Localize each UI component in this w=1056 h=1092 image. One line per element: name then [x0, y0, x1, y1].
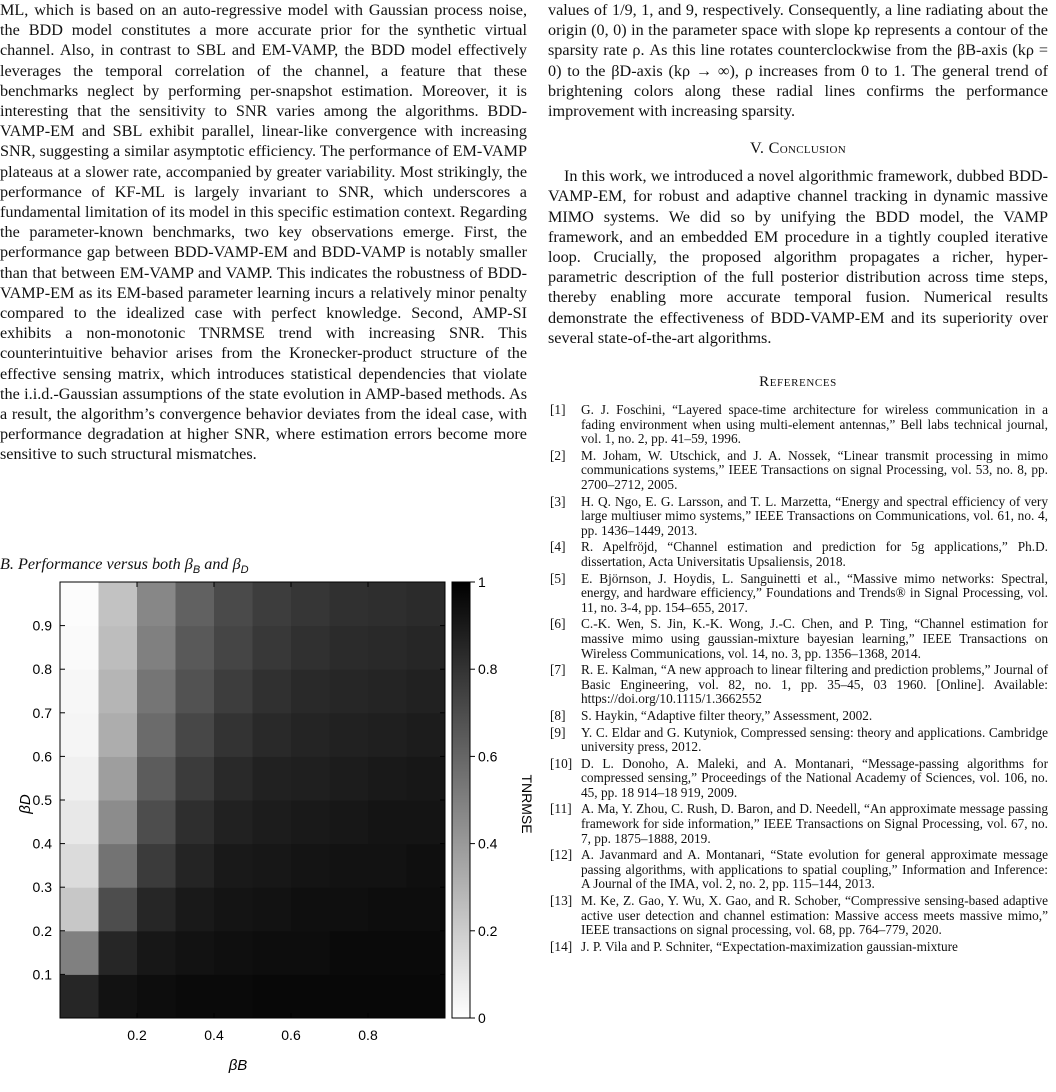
heatmap-cell: [368, 582, 407, 626]
heatmap-cell: [407, 974, 446, 1018]
heatmap-cell: [291, 974, 330, 1018]
heatmap-cell: [214, 800, 253, 844]
reference-number: [14]: [550, 938, 573, 954]
heatmap-cell: [214, 582, 253, 626]
reference-item: [548, 726, 1048, 755]
heatmap-cell: [99, 669, 138, 713]
heatmap-cell: [330, 931, 369, 975]
heatmap-cell: [291, 582, 330, 626]
heatmap-cell: [291, 756, 330, 800]
heatmap-cell: [330, 887, 369, 931]
heatmap-cell: [368, 800, 407, 844]
conclusion-paragraph: In this work, we introduced a novel algorithmic framework, dubbed BDD-VAMP-EM, for robust and adaptive channel tracking in dynamic massive MIMO systems. We did so by unifying the BDD model, the VAMP framework, and an embedded EM procedure in a tightly coupled iterative loop. Crucially, the proposed algorithm propagates a richer, hyper-parametric description of the full posterior distribution across time steps, thereby enabling more accurate temporal fusion. Numerical results demonstrate the effectiveness of BDD-VAMP-EM and its superiority over several state-of-the-art algorithms.: [548, 167, 1048, 347]
reference-item: [548, 572, 1048, 616]
heatmap-cell: [368, 713, 407, 757]
reference-item: [548, 894, 1048, 938]
heatmap-cell: [291, 931, 330, 975]
results-paragraph: ML, which is based on an auto-regressive model with Gaussian process noise, the BDD model constitutes a more accurate prior for the synthetic virtual channel. Also, in contrast to SBL and EM-VAMP, the BDD model effectively leverages the temporal correlation of the channel, a feature that these benchmarks neglect by performing per-snapshot estimation. Moreover, it is interesting that the sensitivity to SNR varies among the algorithms. BDD-VAMP-EM and SBL exhibit parallel, linear-like convergence with increasing SNR, suggesting a similar asymptotic efficiency. The performance of EM-VAMP plateaus at a slower rate, accompanied by greater variability. Most strikingly, the performance of KF-ML is largely invariant to SNR, which underscores a fundamental limitation of its model in this specific estimation context. Regarding the parameter-known benchmarks, two key observations emerge. First, the performance gap between BDD-VAMP-EM and BDD-VAMP is notably smaller than that between EM-VAMP and VAMP. This indicates the robustness of BDD-VAMP-EM as its EM-based parameter learning incurs a relatively minor penalty compared to the idealized case with perfect knowledge. Second, AMP-SI exhibits a non-monotonic TNRMSE trend with increasing SNR. This counterintuitive behavior arises from the Kronecker-product structure of the effective sensing matrix, which introduces statistical dependencies that violate the i.i.d.-Gaussian assumptions of the state evolution in AMP-based methods. As a result, the algorithm’s convergence behavior deviates from the ideal case, with performance degradation at higher SNR, where estimation errors become more sensitive to such structural mismatches.: [0, 1, 527, 464]
reference-text: M. Ke, Z. Gao, Y. Wu, X. Gao, and R. Schober, “Compressive sensing-based adaptive active user detection and channel estimation: Massive access meets massive mimo,” IEEE transactions on signal processing, vol. 68, pp. 764–779, 2020.: [581, 893, 1048, 938]
reference-item: [548, 403, 1048, 447]
reference-number: [2]: [550, 447, 566, 463]
heatmap-cell: [99, 974, 138, 1018]
reference-text: J. P. Vila and P. Schniter, “Expectation-maximization gaussian-mixture: [581, 938, 958, 954]
reference-number: [4]: [550, 539, 566, 555]
heatmap-cell: [214, 887, 253, 931]
heatmap-cell: [137, 844, 176, 888]
heatmap-cell: [176, 582, 215, 626]
reference-item: [548, 940, 1048, 955]
x-tick-label: 0.8: [358, 1027, 378, 1043]
heatmap-cells: [60, 582, 446, 1019]
heatmap-cell: [137, 800, 176, 844]
reference-number: [8]: [550, 707, 566, 723]
heatmap-cell: [99, 887, 138, 931]
x-tick-label: 0.4: [204, 1027, 224, 1043]
y-tick-label: 0.5: [32, 792, 52, 808]
heatmap-cell: [291, 713, 330, 757]
heatmap-cell: [214, 713, 253, 757]
heatmap-cell: [407, 800, 446, 844]
heatmap-cell: [407, 756, 446, 800]
reference-item: [548, 540, 1048, 569]
reference-item: [548, 663, 1048, 707]
heatmap-cell: [60, 800, 99, 844]
colorbar-tick-label: 0.2: [478, 922, 498, 939]
reference-item: [548, 757, 1048, 801]
heatmap-cell: [407, 844, 446, 888]
heatmap-cell: [291, 800, 330, 844]
right-column: [548, 0, 1048, 956]
heatmap-cell: [60, 626, 99, 670]
heatmap-cell: [291, 669, 330, 713]
reference-item: [548, 848, 1048, 892]
heatmap-cell: [368, 844, 407, 888]
x-tick-label: 0.6: [281, 1027, 301, 1043]
colorbar-tick-label: 0.8: [478, 661, 498, 678]
heatmap-cell: [214, 756, 253, 800]
heatmap-cell: [60, 756, 99, 800]
heatmap-cell: [291, 887, 330, 931]
heatmap-cell: [368, 756, 407, 800]
reference-list: [548, 403, 1048, 954]
colorbar-label: TNRMSE: [519, 774, 535, 834]
y-axis-label: βD: [17, 794, 34, 814]
heatmap-cell: [176, 669, 215, 713]
reference-text: Y. C. Eldar and G. Kutyniok, Compressed sensing: theory and applications. Cambridge university press, 2012.: [581, 724, 1048, 755]
heatmap-cell: [214, 974, 253, 1018]
heatmap-cell: [214, 669, 253, 713]
y-tick-label: 0.9: [32, 617, 52, 634]
heatmap-cell: [137, 626, 176, 670]
y-tick-label: 0.4: [32, 835, 52, 852]
reference-number: [12]: [550, 847, 573, 863]
reference-item: [548, 709, 1048, 724]
heatmap-cell: [60, 713, 99, 757]
colorbar-tick-label: 0.6: [478, 748, 498, 765]
reference-number: [11]: [550, 801, 572, 817]
reference-item: [548, 495, 1048, 539]
section-heading: V. Conclusion: [750, 139, 846, 158]
y-tick-label: 0.3: [32, 879, 52, 896]
heatmap-cell: [99, 800, 138, 844]
heatmap-cell: [99, 713, 138, 757]
reference-text: A. Ma, Y. Zhou, C. Rush, D. Baron, and D. Needell, “An approximate message passing framework for side information,” IEEE Transactions on Signal Processing, vol. 67, no. 7, pp. 1875–1888, 2019.: [581, 801, 1048, 846]
y-tick-label: 0.8: [32, 661, 52, 678]
heatmap-cell: [99, 844, 138, 888]
subsection-heading: B. Performance versus both $\beta_B$ and $\beta_D$: [0, 555, 249, 577]
heatmap-cell: [253, 800, 292, 844]
x-tick-label: 0.2: [127, 1027, 147, 1043]
heatmap-cell: [176, 626, 215, 670]
heatmap-cell: [137, 974, 176, 1018]
heatmap-cell: [407, 931, 446, 975]
reference-number: [13]: [550, 893, 573, 909]
heatmap-cell: [253, 931, 292, 975]
heatmap-cell: [407, 887, 446, 931]
heatmap-cell: [330, 713, 369, 757]
heatmap-cell: [368, 931, 407, 975]
y-tick-label: 0.2: [32, 922, 52, 939]
heatmap-cell: [60, 931, 99, 975]
reference-text: D. L. Donoho, A. Maleki, and A. Montanari, “Message-passing algorithms for compressed sensing,” Proceedings of the National Academy of Sciences, vol. 106, no. 45, pp. 18 914–18 919, 2009.: [581, 755, 1048, 800]
reference-text: S. Haykin, “Adaptive filter theory,” Assessment, 2002.: [581, 707, 873, 723]
x-axis-label: βB: [228, 1057, 248, 1074]
heatmap-cell: [407, 713, 446, 757]
heatmap-cell: [330, 844, 369, 888]
reference-number: [9]: [550, 724, 566, 740]
reference-number: [7]: [550, 662, 566, 678]
heatmap-cell: [60, 887, 99, 931]
heatmap-cell: [214, 626, 253, 670]
heatmap-cell: [137, 931, 176, 975]
references-heading: References: [759, 374, 837, 391]
sparsity-paragraph: values of 1/9, 1, and 9, respectively. Consequently, a line radiating about the origin (0, 0) in the parameter space with slope kρ represents a contour of the sparsity rate ρ. As this line rotates counterclockwise from the βB-axis (kρ = 0) to the βD-axis (kρ → ∞), ρ increases from 0 to 1. The general trend of brightening colors along these radial lines confirms the performance improvement with increasing sparsity.: [548, 1, 1048, 121]
heatmap-cell: [60, 582, 99, 626]
heatmap-cell: [176, 800, 215, 844]
reference-number: [10]: [550, 755, 573, 771]
reference-number: [3]: [550, 493, 566, 509]
heatmap-cell: [253, 974, 292, 1018]
heatmap-cell: [99, 626, 138, 670]
reference-item: [548, 617, 1048, 661]
heatmap-cell: [176, 974, 215, 1018]
heatmap-cell: [214, 931, 253, 975]
heatmap-cell: [176, 756, 215, 800]
heatmap-cell: [253, 756, 292, 800]
heatmap-cell: [137, 713, 176, 757]
heatmap-cell: [176, 844, 215, 888]
heatmap-cell: [330, 800, 369, 844]
heatmap-cell: [253, 844, 292, 888]
heatmap-cell: [368, 626, 407, 670]
heatmap-cell: [176, 713, 215, 757]
reference-item: [548, 449, 1048, 493]
colorbar-tick-label: 0: [478, 1010, 486, 1026]
reference-text: C.-K. Wen, S. Jin, K.-K. Wong, J.-C. Chen, and P. Ting, “Channel estimation for massive mimo using gaussian-mixture bayesian learning,” IEEE Transactions on Wireless Communications, vol. 14, no. 3, pp. 1356–1368, 2014.: [581, 616, 1048, 661]
heatmap-cell: [368, 887, 407, 931]
reference-text: R. E. Kalman, “A new approach to linear filtering and prediction problems,” Journal of Basic Engineering, vol. 82, no. 1, pp. 35–45, 03 1960. [Online]. Available: https://doi.org/10.1115/1.3662552: [581, 662, 1048, 707]
heatmap-cell: [137, 887, 176, 931]
y-tick-label: 0.6: [32, 748, 52, 765]
colorbar-tick-label: 1: [478, 574, 486, 590]
heatmap-cell: [137, 756, 176, 800]
heatmap-cell: [407, 669, 446, 713]
reference-number: [1]: [550, 402, 566, 418]
heatmap-cell: [253, 626, 292, 670]
heatmap-cell: [253, 669, 292, 713]
heatmap-cell: [368, 669, 407, 713]
reference-text: A. Javanmard and A. Montanari, “State evolution for general approximate message passing algorithms, with applications to spatial coupling,” Information and Inference: A Journal of the IMA, vol. 2, no. 2, pp. 115–144, 2013.: [581, 847, 1048, 892]
reference-number: [6]: [550, 616, 566, 632]
reference-text: E. Björnson, J. Hoydis, L. Sanguinetti et al., “Massive mimo networks: Spectral, energy, and hardware efficiency,” Foundations and Trends® in Signal Processing, vol. 11, no. 3-4, pp. 154–655, 2017.: [581, 570, 1048, 615]
reference-text: G. J. Foschini, “Layered space-time architecture for wireless communication in a fading environment when using multi-element antennas,” Bell labs technical journal, vol. 1, no. 2, pp. 41–59, 1996.: [581, 402, 1048, 447]
heatmap-cell: [330, 626, 369, 670]
heatmap-cell: [291, 626, 330, 670]
heatmap-cell: [60, 669, 99, 713]
heatmap-cell: [99, 931, 138, 975]
heatmap-chart: [0, 574, 535, 1087]
heatmap-cell: [407, 626, 446, 670]
heatmap-cell: [176, 887, 215, 931]
heatmap-cell: [407, 582, 446, 626]
reference-item: [548, 802, 1048, 846]
reference-number: [5]: [550, 570, 566, 586]
heatmap-cell: [291, 844, 330, 888]
heatmap-cell: [330, 669, 369, 713]
heatmap-cell: [330, 582, 369, 626]
left-column: [0, 0, 527, 465]
heatmap-cell: [99, 756, 138, 800]
heatmap-cell: [330, 974, 369, 1018]
heatmap-cell: [176, 931, 215, 975]
colorbar-ticks: [470, 574, 498, 1026]
heatmap-cell: [137, 582, 176, 626]
colorbar: [452, 582, 470, 1018]
y-tick-label: 0.1: [32, 966, 52, 983]
heatmap-cell: [137, 669, 176, 713]
reference-text: R. Apelfröjd, “Channel estimation and prediction for 5g applications,” Ph.D. dissertation, Acta Universitatis Upsaliensis, 2018.: [581, 539, 1048, 569]
heatmap-cell: [368, 974, 407, 1018]
heatmap-cell: [253, 713, 292, 757]
heatmap-cell: [99, 582, 138, 626]
heatmap-cell: [60, 974, 99, 1018]
heatmap-figure: [0, 574, 535, 1087]
heatmap-cell: [330, 756, 369, 800]
heatmap-cell: [60, 844, 99, 888]
reference-text: H. Q. Ngo, E. G. Larsson, and T. L. Marzetta, “Energy and spectral efficiency of very large multiuser mimo systems,” IEEE Transactions on Communications, vol. 61, no. 4, pp. 1436–1449, 2013.: [581, 493, 1048, 538]
heatmap-cell: [253, 582, 292, 626]
colorbar-tick-label: 0.4: [478, 835, 498, 852]
heatmap-cell: [214, 844, 253, 888]
y-tick-label: 0.7: [32, 704, 52, 721]
reference-text: M. Joham, W. Utschick, and J. A. Nossek, “Linear transmit processing in mimo communications systems,” IEEE Transactions on signal Processing, vol. 53, no. 8, pp. 2700–2712, 2005.: [581, 447, 1048, 493]
heatmap-cell: [253, 887, 292, 931]
